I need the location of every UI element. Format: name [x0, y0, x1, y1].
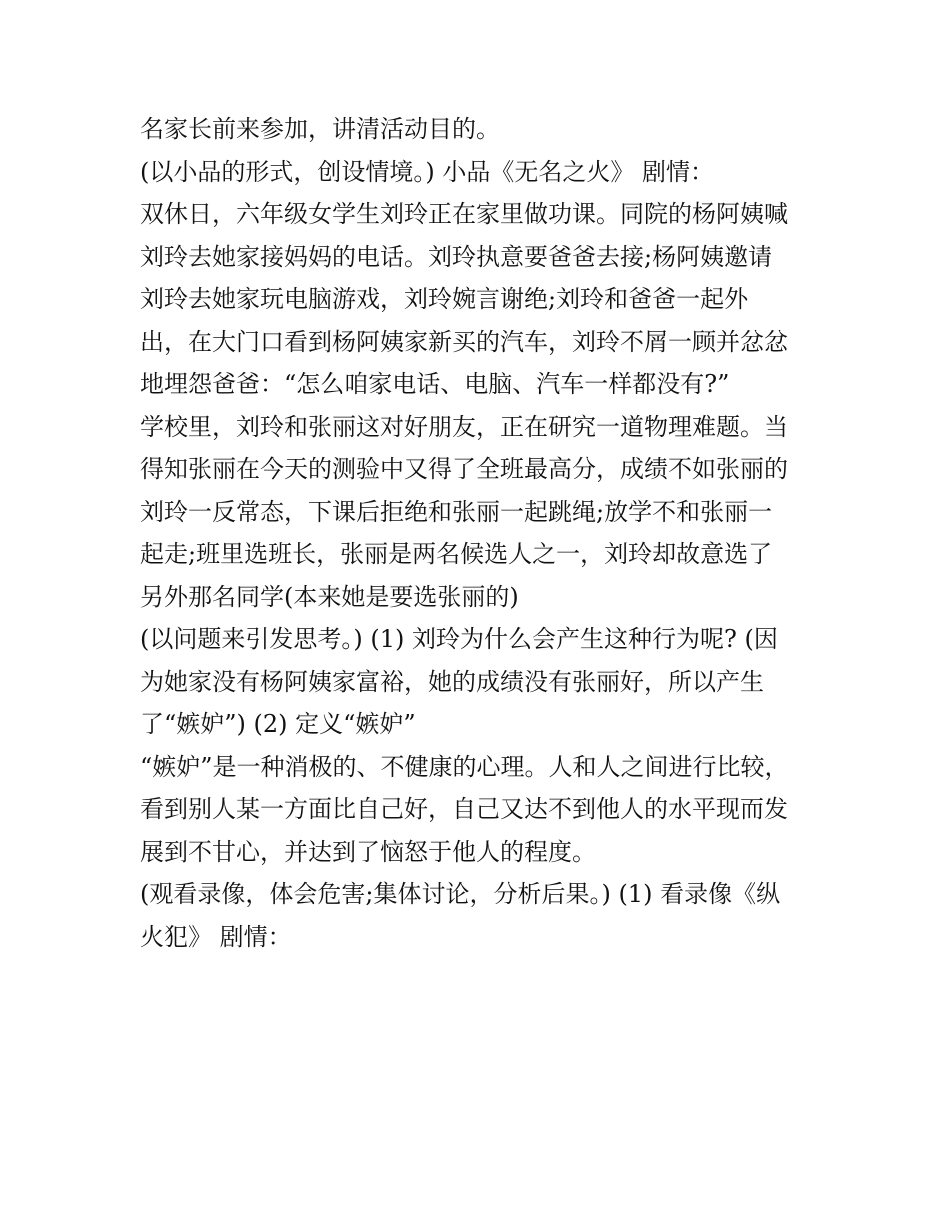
body-text	[140, 108, 820, 958]
text-line: 出，在大门口看到杨阿姨家新买的汽车，刘玲不屑一顾并忿忿	[140, 327, 788, 356]
text-line: 了“嫉妒”) (2) 定义“嫉妒”	[140, 710, 416, 738]
text-line: 双休日，六年级女学生刘玲正在家里做功课。同院的杨阿姨喊	[140, 200, 788, 228]
text-line: 刘玲一反常态，下课后拒绝和张丽一起跳绳;放学不和张丽一	[140, 497, 773, 526]
text-line: 学校里，刘玲和张丽这对好朋友，正在研究一道物理难题。当	[140, 412, 788, 441]
text-line: 为她家没有杨阿姨家富裕，她的成绩没有张丽好，所以产生	[140, 667, 764, 696]
text-line: 起走;班里选班长，张丽是两名候选人之一，刘玲却故意选了	[140, 540, 773, 568]
text-line: (以问题来引发思考。) (1) 刘玲为什么会产生这种行为呢? (因	[140, 625, 778, 653]
text-line: (以小品的形式，创设情境。) 小品《无名之火》 剧情：	[140, 157, 714, 186]
text-line: 地埋怨爸爸：“怎么咱家电话、电脑、汽车一样都没有?”	[140, 370, 730, 398]
text-line: 看到别人某一方面比自己好，自己又达不到他人的水平现而发	[140, 795, 788, 823]
text-line: (观看录像，体会危害;集体讨论，分析后果。) (1) 看录像《纵	[140, 880, 781, 908]
text-line: 火犯》 剧情：	[140, 922, 292, 951]
text-line: 展到不甘心，并达到了恼怒于他人的程度。	[140, 837, 596, 866]
text-line: 另外那名同学(本来她是要选张丽的)	[140, 582, 519, 611]
text-line: 得知张丽在今天的测验中又得了全班最高分，成绩不如张丽的	[140, 455, 788, 483]
text-line: 刘玲去她家接妈妈的电话。刘玲执意要爸爸去接;杨阿姨邀请	[140, 242, 773, 271]
text-line: “嫉妒”是一种消极的、不健康的心理。人和人之间进行比较，	[140, 752, 789, 781]
text-line: 刘玲去她家玩电脑游戏，刘玲婉言谢绝;刘玲和爸爸一起外	[140, 285, 749, 313]
text-line: 名家长前来参加，讲清活动目的。	[140, 115, 500, 143]
